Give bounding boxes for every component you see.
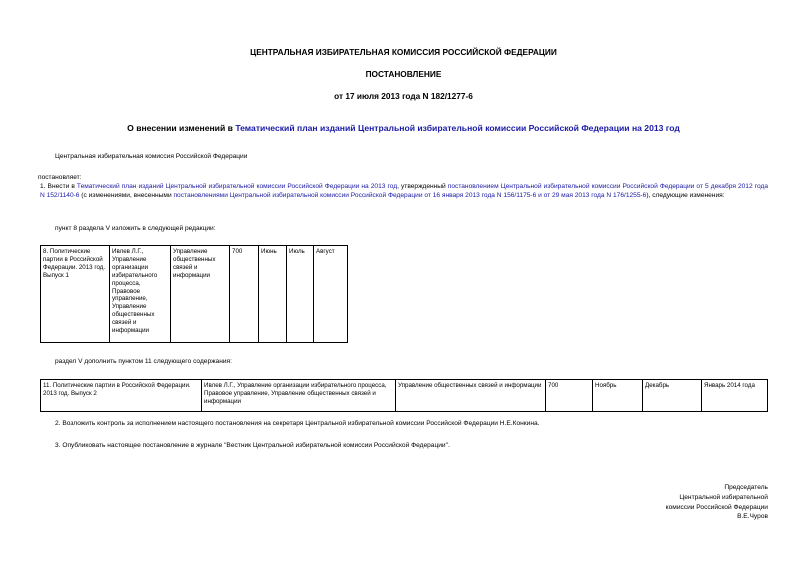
item-2: 2. Возложить контроль за исполнением настоящего постановления на секретаря Центральной избирательной комиссии Российской Федерации Н.Е.Конкина. xyxy=(55,420,540,427)
table-item-8 xyxy=(40,245,348,343)
title-link[interactable]: Тематический план изданий Центральной избирательной комиссии Российской Федерации на 2013 год xyxy=(235,123,680,133)
item1-link-plan[interactable]: Тематический план изданий Центральной избирательной комиссии Российской Федерации на 2013 год xyxy=(76,183,398,190)
cell-month-1: Ноябрь xyxy=(593,380,643,412)
table-row xyxy=(41,246,348,343)
cell-month-3: Январь 2014 года xyxy=(702,380,768,412)
table-row xyxy=(41,380,768,412)
item1-text-3: (с изменениями, внесенными xyxy=(79,191,174,199)
cell-authors: Ивлев Л.Г., Управление организации избирательного процесса, Правовое управление, Управление общественных связей и информации xyxy=(202,380,396,412)
cell-month-2: Июль xyxy=(287,246,314,343)
cell-month-3: Август xyxy=(314,246,348,343)
item1-text-2: , утвержденный xyxy=(397,183,448,190)
date-number: от 17 июля 2013 года N 182/1277-6 xyxy=(334,91,473,101)
add-text: раздел V дополнить пунктом 11 следующего содержания: xyxy=(55,358,232,365)
cell-month-2: Декабрь xyxy=(643,380,702,412)
signature-name: В.Е.Чуров xyxy=(737,513,768,521)
cell-authors: Ивлев Л.Г., Управление организации избирательного процесса, Правовое управление, Управление общественных связей и информации xyxy=(110,246,171,343)
item8-text: пункт 8 раздела V изложить в следующей редакции: xyxy=(55,225,216,232)
item-3: 3. Опубликовать настоящее постановление в журнале "Вестник Центральной избирательной комиссии Российской Федерации". xyxy=(55,442,450,449)
title-prefix: О внесении изменений в xyxy=(127,123,236,133)
header-org: ЦЕНТРАЛЬНАЯ ИЗБИРАТЕЛЬНАЯ КОМИССИЯ РОССИЙСКОЙ ФЕДЕРАЦИИ xyxy=(250,47,557,57)
signature-title: Председатель xyxy=(724,484,768,491)
table-item-11 xyxy=(40,379,768,412)
document-title xyxy=(0,123,807,133)
signature-org-1: Центральной избирательной xyxy=(679,493,768,501)
org-line: Центральная избирательная комиссия Российской Федерации xyxy=(55,153,248,160)
cell-month-1: Июнь xyxy=(259,246,287,343)
document-type: ПОСТАНОВЛЕНИЕ xyxy=(365,69,442,79)
item-1 xyxy=(40,183,768,200)
signature-block xyxy=(666,483,768,522)
item1-link-amendments[interactable]: постановлениями Центральной избирательной комиссии Российской Федерации от 16 января 2013 года N 156/1175-6 и от 29 мая 2013 года N 176/1255-6 xyxy=(173,191,647,199)
cell-copies: 700 xyxy=(230,246,259,343)
cell-department: Управление общественных связей и информации xyxy=(171,246,230,343)
cell-title: 11. Политические партии в Российской Федерации. 2013 год. Выпуск 2 xyxy=(41,380,202,412)
signature-org-2: комиссии Российской Федерации xyxy=(665,503,768,511)
cell-copies: 700 xyxy=(546,380,593,412)
item1-link-resolution[interactable]: постановлением Центральной избирательной комиссии Российской Федерации от 5 декабря 2012 года N 152/1140-6 xyxy=(40,183,768,199)
item1-text-1: 1. Внести в xyxy=(40,183,77,190)
cell-title: 8. Политические партии в Российской Федерации. 2013 год. Выпуск 1 xyxy=(41,246,110,343)
cell-department: Управление общественных связей и информации xyxy=(396,380,546,412)
item1-text-4: ), следующие изменения: xyxy=(646,191,725,199)
decree-word: постановляет: xyxy=(38,174,82,181)
